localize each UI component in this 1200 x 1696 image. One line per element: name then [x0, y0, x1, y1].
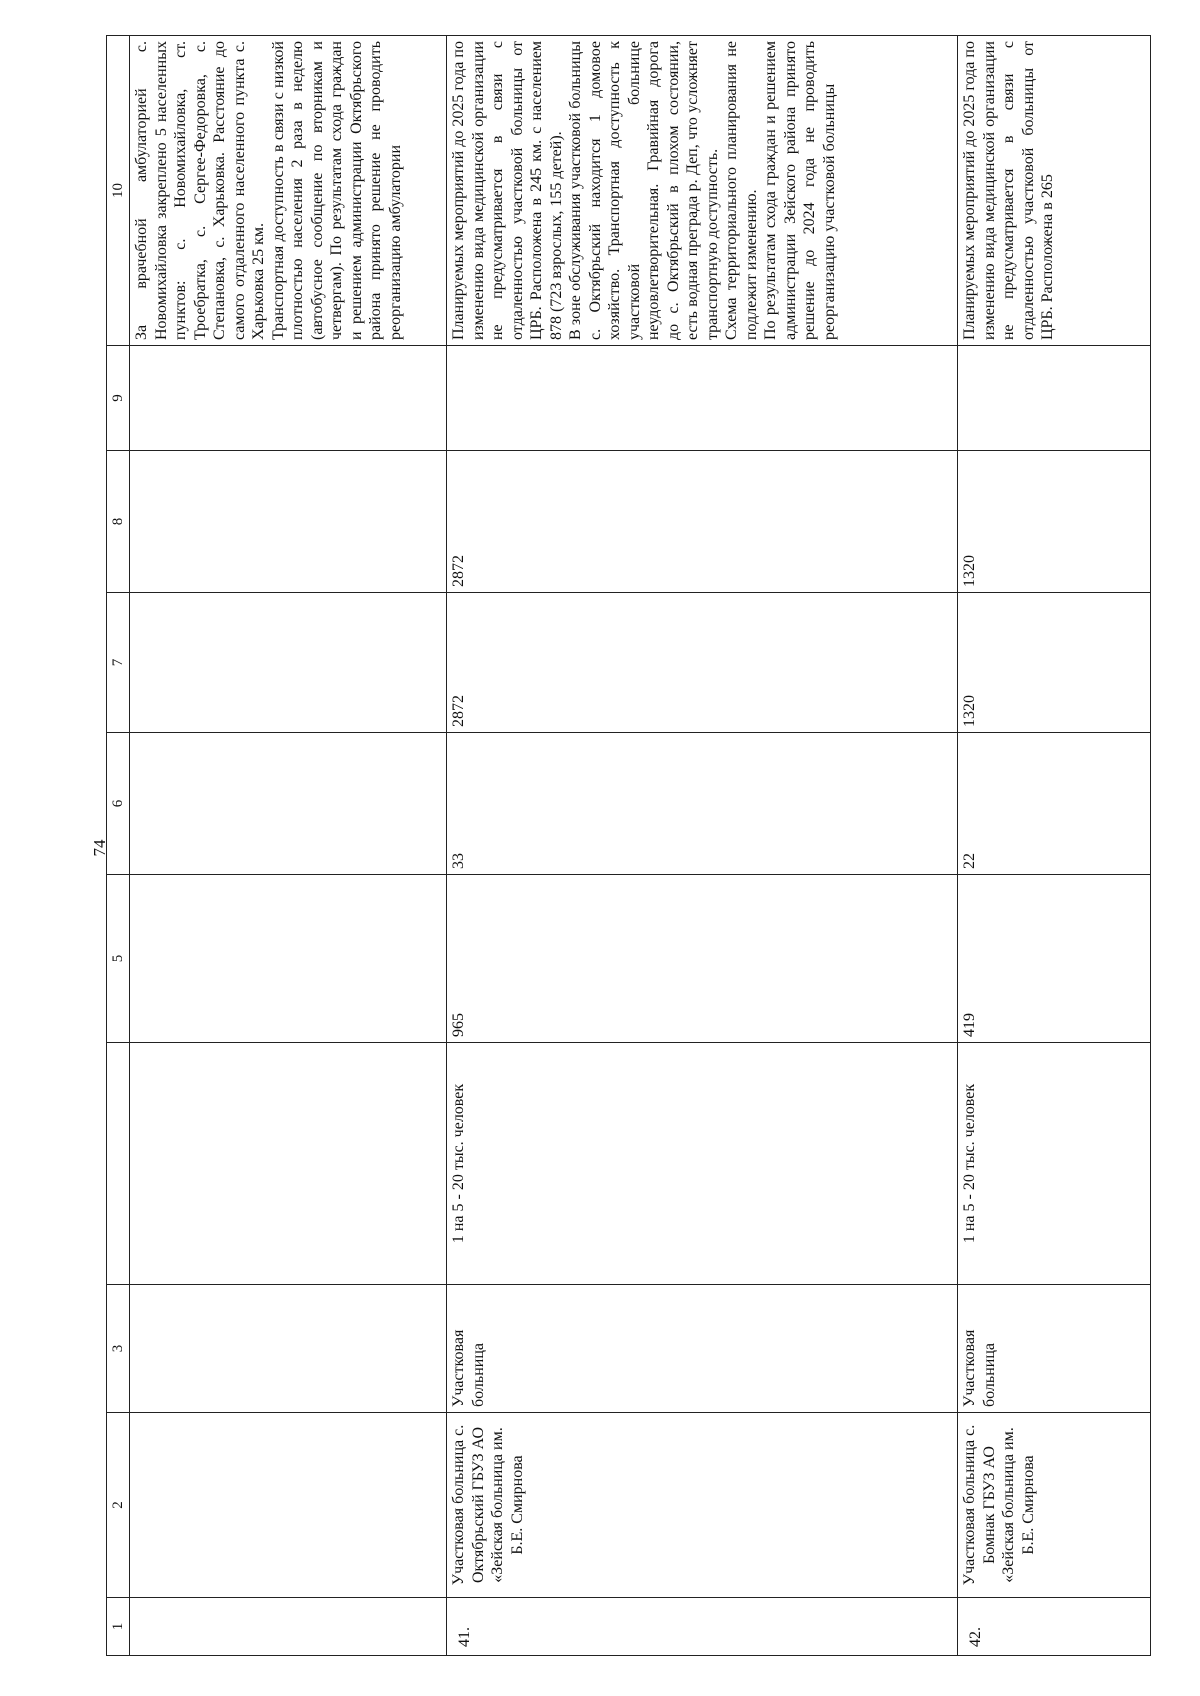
value-col-9	[958, 346, 1151, 451]
notes-paragraph: Схема территориального планирования не подлежит изменению.	[723, 41, 760, 340]
notes-paragraph: За врачебной амбулаторией с. Новомихайловка закреплено 5 населенных пунктов: с. Новомихайловка, ст. Троебратка, с. Сергее-Федоровка, с. Степановка, с. Харьковка. Расстояние до самого отдаленного населенного пункта с. Харьковка 25 км.	[133, 41, 268, 340]
value-col-8: 1320	[958, 451, 1151, 593]
row-number: 42.	[958, 1598, 1151, 1656]
notes-paragraph: Транспортная доступность в связи с низкой плотностью населения 2 раза в неделю (автобусное сообщение по вторникам и четвергам). По результатам схода граждан и решением администрации Октябрьского района принято решение не проводить реорганизацию амбулатории	[269, 41, 404, 340]
facility-type: Участковая больница	[958, 1285, 1151, 1413]
value-col-5: 965	[447, 875, 958, 1043]
notes-paragraph: В зоне обслуживания участковой больницы с. Октябрьский находится 1 домовое хозяйство. Транспортная доступность к участковой больнице неудовлетворительная. Гравийная дорога до с. Октябрьский в плохом состоянии, есть водная преграда р. Деп, что усложняет транспортную доступность.	[567, 41, 721, 340]
header-cell: 10	[107, 36, 130, 346]
facility-type: Участковая больница	[447, 1285, 958, 1413]
notes-cell	[130, 36, 447, 346]
notes-paragraph: Планируемых мероприятий до 2025 года по изменению вида медицинской организации не предусматривается в связи с отдаленностью участковой больницы от ЦРБ. Расположена в 245 км. с населением 878 (723 взрослых, 155 детей).	[450, 41, 565, 340]
header-cell: 1	[107, 1598, 130, 1656]
header-cell: 6	[107, 733, 130, 875]
header-cell	[107, 1043, 130, 1285]
table-row-continuation	[130, 36, 447, 1656]
value-col-8: 2872	[447, 451, 958, 593]
notes-cell	[958, 36, 1151, 346]
header-cell: 5	[107, 875, 130, 1043]
notes-paragraph: Планируемых мероприятий до 2025 года по изменению вида медицинской организации не предусматривается в связи с отдаленностью участковой больницы от ЦРБ. Расположена в 265	[961, 41, 1057, 340]
value-col-6: 33	[447, 733, 958, 875]
value-col-7: 1320	[958, 593, 1151, 733]
facility-name: Участковая больница с. Бомнак ГБУЗ АО «Зейская больница им. Б.Е. Смирнова	[958, 1413, 1151, 1598]
facility-name: Участковая больница с. Октябрьский ГБУЗ АО «Зейская больница им. Б.Е. Смирнова	[447, 1413, 958, 1598]
table-row	[447, 36, 958, 1656]
notes-cell	[447, 36, 958, 346]
row-number: 41.	[447, 1598, 958, 1656]
value-col-5: 419	[958, 875, 1151, 1043]
header-cell: 3	[107, 1285, 130, 1413]
header-row	[107, 36, 130, 1656]
header-cell: 7	[107, 593, 130, 733]
value-col-7: 2872	[447, 593, 958, 733]
notes-paragraph: По результатам схода граждан и решением администрации Зейского района принято решение до 2024 года не проводить реорганизацию участковой больницы	[762, 41, 838, 340]
value-col-6: 22	[958, 733, 1151, 875]
facilities-table	[106, 36, 1122, 1656]
value-col-9	[447, 346, 958, 451]
page-number: 74	[90, 839, 109, 857]
staffing-norm: 1 на 5 - 20 тыс. человек	[958, 1043, 1151, 1285]
header-cell: 8	[107, 451, 130, 593]
header-cell: 2	[107, 1413, 130, 1598]
staffing-norm: 1 на 5 - 20 тыс. человек	[447, 1043, 958, 1285]
table-row	[958, 36, 1151, 1656]
header-cell: 9	[107, 346, 130, 451]
